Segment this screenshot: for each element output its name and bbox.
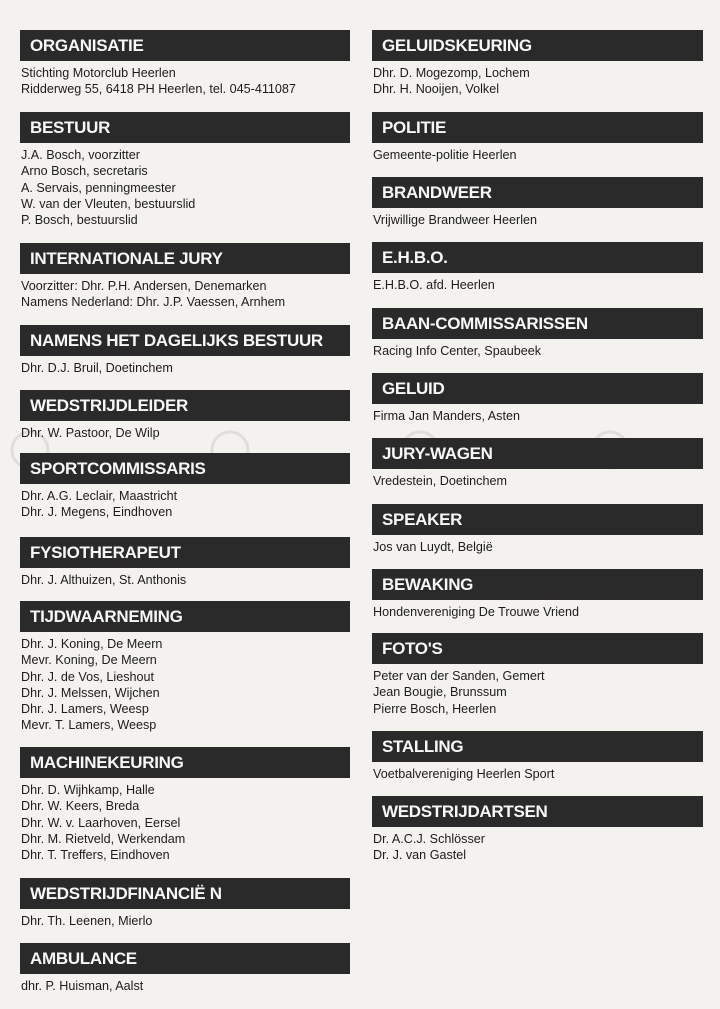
- entry-line: Dhr. M. Rietveld, Werkendam: [21, 831, 186, 846]
- section-left-0: [20, 30, 350, 98]
- section-heading: NAMENS HET DAGELIJKS BESTUUR: [20, 325, 350, 356]
- entry-line: Dhr. W. Pastoor, De Wilp: [21, 426, 160, 440]
- section-heading: ORGANISATIE: [20, 30, 350, 61]
- section-heading: MACHINEKEURING: [20, 747, 350, 778]
- section-body: [372, 766, 703, 782]
- section-body: [372, 539, 703, 555]
- section-body: [20, 572, 350, 588]
- entry-line: Jean Bougie, Brunssum: [373, 685, 507, 700]
- section-body: [372, 147, 703, 163]
- entry-line: Gemeente-politie Heerlen: [373, 148, 517, 162]
- entry-line: Dhr. J. Koning, De Meern: [21, 637, 163, 651]
- section-right-0: [372, 30, 703, 98]
- section-heading: STALLING: [372, 731, 703, 762]
- section-heading: INTERNATIONALE JURY: [20, 243, 350, 274]
- section-body: [20, 65, 350, 98]
- section-heading: BAAN-COMMISSARISSEN: [372, 308, 703, 339]
- section-right-2: [372, 177, 703, 228]
- section-body: [20, 278, 350, 311]
- entry-line: Dhr. T. Treffers, Eindhoven: [21, 848, 170, 863]
- entry-line: Pierre Bosch, Heerlen: [373, 701, 497, 716]
- section-body: [20, 147, 350, 228]
- entry-line: Voorzitter: Dhr. P.H. Andersen, Denemarken: [21, 279, 267, 293]
- section-heading: AMBULANCE: [20, 943, 350, 974]
- section-heading: SPORTCOMMISSARIS: [20, 453, 350, 484]
- entry-line: Dhr. J. Lamers, Weesp: [21, 702, 149, 717]
- entry-line: Dhr. J. Althuizen, St. Anthonis: [21, 573, 187, 587]
- section-body: [372, 668, 703, 717]
- section-body: [20, 488, 350, 521]
- section-left-5: [20, 453, 350, 521]
- section-body: [20, 360, 350, 376]
- entry-line: Stichting Motorclub Heerlen: [21, 66, 176, 80]
- section-body: [20, 782, 350, 863]
- section-body: [372, 277, 703, 293]
- section-body: [20, 913, 350, 929]
- entry-line: Namens Nederland: Dhr. J.P. Vaessen, Arnhem: [21, 295, 286, 310]
- section-right-5: [372, 373, 703, 424]
- section-heading: E.H.B.O.: [372, 242, 703, 273]
- entry-line: Arno Bosch, secretaris: [21, 164, 148, 179]
- section-right-7: [372, 504, 703, 555]
- section-heading: FYSIOTHERAPEUT: [20, 537, 350, 568]
- section-body: [372, 473, 703, 489]
- section-heading: SPEAKER: [372, 504, 703, 535]
- entry-line: Dhr. J. Megens, Eindhoven: [21, 505, 173, 520]
- entry-line: Dhr. D. Mogezomp, Lochem: [373, 66, 530, 80]
- section-left-7: [20, 601, 350, 734]
- section-right-1: [372, 112, 703, 163]
- section-left-10: [20, 943, 350, 994]
- section-left-6: [20, 537, 350, 588]
- section-heading: TIJDWAARNEMING: [20, 601, 350, 632]
- section-body: [372, 831, 703, 864]
- section-body: [20, 636, 350, 734]
- entry-line: Dhr. W. v. Laarhoven, Eersel: [21, 815, 181, 830]
- entry-line: Mevr. Koning, De Meern: [21, 653, 157, 668]
- section-left-1: [20, 112, 350, 228]
- section-heading: WEDSTRIJDARTSEN: [372, 796, 703, 827]
- section-right-10: [372, 731, 703, 782]
- section-body: [20, 425, 350, 441]
- section-heading: GELUIDSKEURING: [372, 30, 703, 61]
- section-left-2: [20, 243, 350, 311]
- entry-line: Voetbalvereniging Heerlen Sport: [373, 767, 555, 781]
- entry-line: P. Bosch, bestuurslid: [21, 213, 138, 228]
- entry-line: Vrijwillige Brandweer Heerlen: [373, 213, 538, 227]
- section-heading: JURY-WAGEN: [372, 438, 703, 469]
- entry-line: Dhr. J. de Vos, Lieshout: [21, 669, 155, 684]
- section-left-8: [20, 747, 350, 863]
- section-body: [20, 978, 350, 994]
- section-body: [372, 408, 703, 424]
- section-heading: WEDSTRIJDFINANCIË N: [20, 878, 350, 909]
- entry-line: W. van der Vleuten, bestuurslid: [21, 196, 196, 211]
- entry-line: Ridderweg 55, 6418 PH Heerlen, tel. 045-411087: [21, 82, 296, 97]
- entry-line: E.H.B.O. afd. Heerlen: [373, 278, 495, 292]
- entry-line: Dhr. Th. Leenen, Mierlo: [21, 914, 153, 928]
- section-left-9: [20, 878, 350, 929]
- section-body: [372, 604, 703, 620]
- section-heading: BRANDWEER: [372, 177, 703, 208]
- entry-line: Dhr. J. Melssen, Wijchen: [21, 685, 160, 700]
- section-right-8: [372, 569, 703, 620]
- section-heading: WEDSTRIJDLEIDER: [20, 390, 350, 421]
- section-right-6: [372, 438, 703, 489]
- section-right-3: [372, 242, 703, 293]
- entry-line: Dhr. D. Wijhkamp, Halle: [21, 783, 155, 797]
- entry-line: Hondenvereniging De Trouwe Vriend: [373, 605, 580, 619]
- entry-line: Vredestein, Doetinchem: [373, 474, 507, 488]
- section-right-4: [372, 308, 703, 359]
- entry-line: Peter van der Sanden, Gemert: [373, 669, 545, 683]
- section-heading: FOTO'S: [372, 633, 703, 664]
- entry-line: Dhr. W. Keers, Breda: [21, 799, 140, 814]
- section-right-9: [372, 633, 703, 717]
- section-right-11: [372, 796, 703, 864]
- section-heading: BESTUUR: [20, 112, 350, 143]
- entry-line: Dr. A.C.J. Schlösser: [373, 832, 485, 846]
- section-body: [372, 65, 703, 98]
- entry-line: Firma Jan Manders, Asten: [373, 409, 520, 423]
- entry-line: A. Servais, penningmeester: [21, 180, 176, 195]
- section-left-3: [20, 325, 350, 376]
- entry-line: J.A. Bosch, voorzitter: [21, 148, 140, 162]
- section-heading: POLITIE: [372, 112, 703, 143]
- entry-line: Racing Info Center, Spaubeek: [373, 344, 542, 358]
- entry-line: dhr. P. Huisman, Aalst: [21, 979, 144, 993]
- entry-line: Dhr. D.J. Bruil, Doetinchem: [21, 361, 173, 375]
- entry-line: Jos van Luydt, België: [373, 540, 493, 554]
- entry-line: Dhr. H. Nooijen, Volkel: [373, 82, 499, 97]
- section-body: [372, 212, 703, 228]
- section-heading: GELUID: [372, 373, 703, 404]
- entry-line: Dhr. A.G. Leclair, Maastricht: [21, 489, 178, 503]
- entry-line: Dr. J. van Gastel: [373, 848, 467, 863]
- section-body: [372, 343, 703, 359]
- section-heading: BEWAKING: [372, 569, 703, 600]
- entry-line: Mevr. T. Lamers, Weesp: [21, 718, 157, 733]
- section-left-4: [20, 390, 350, 441]
